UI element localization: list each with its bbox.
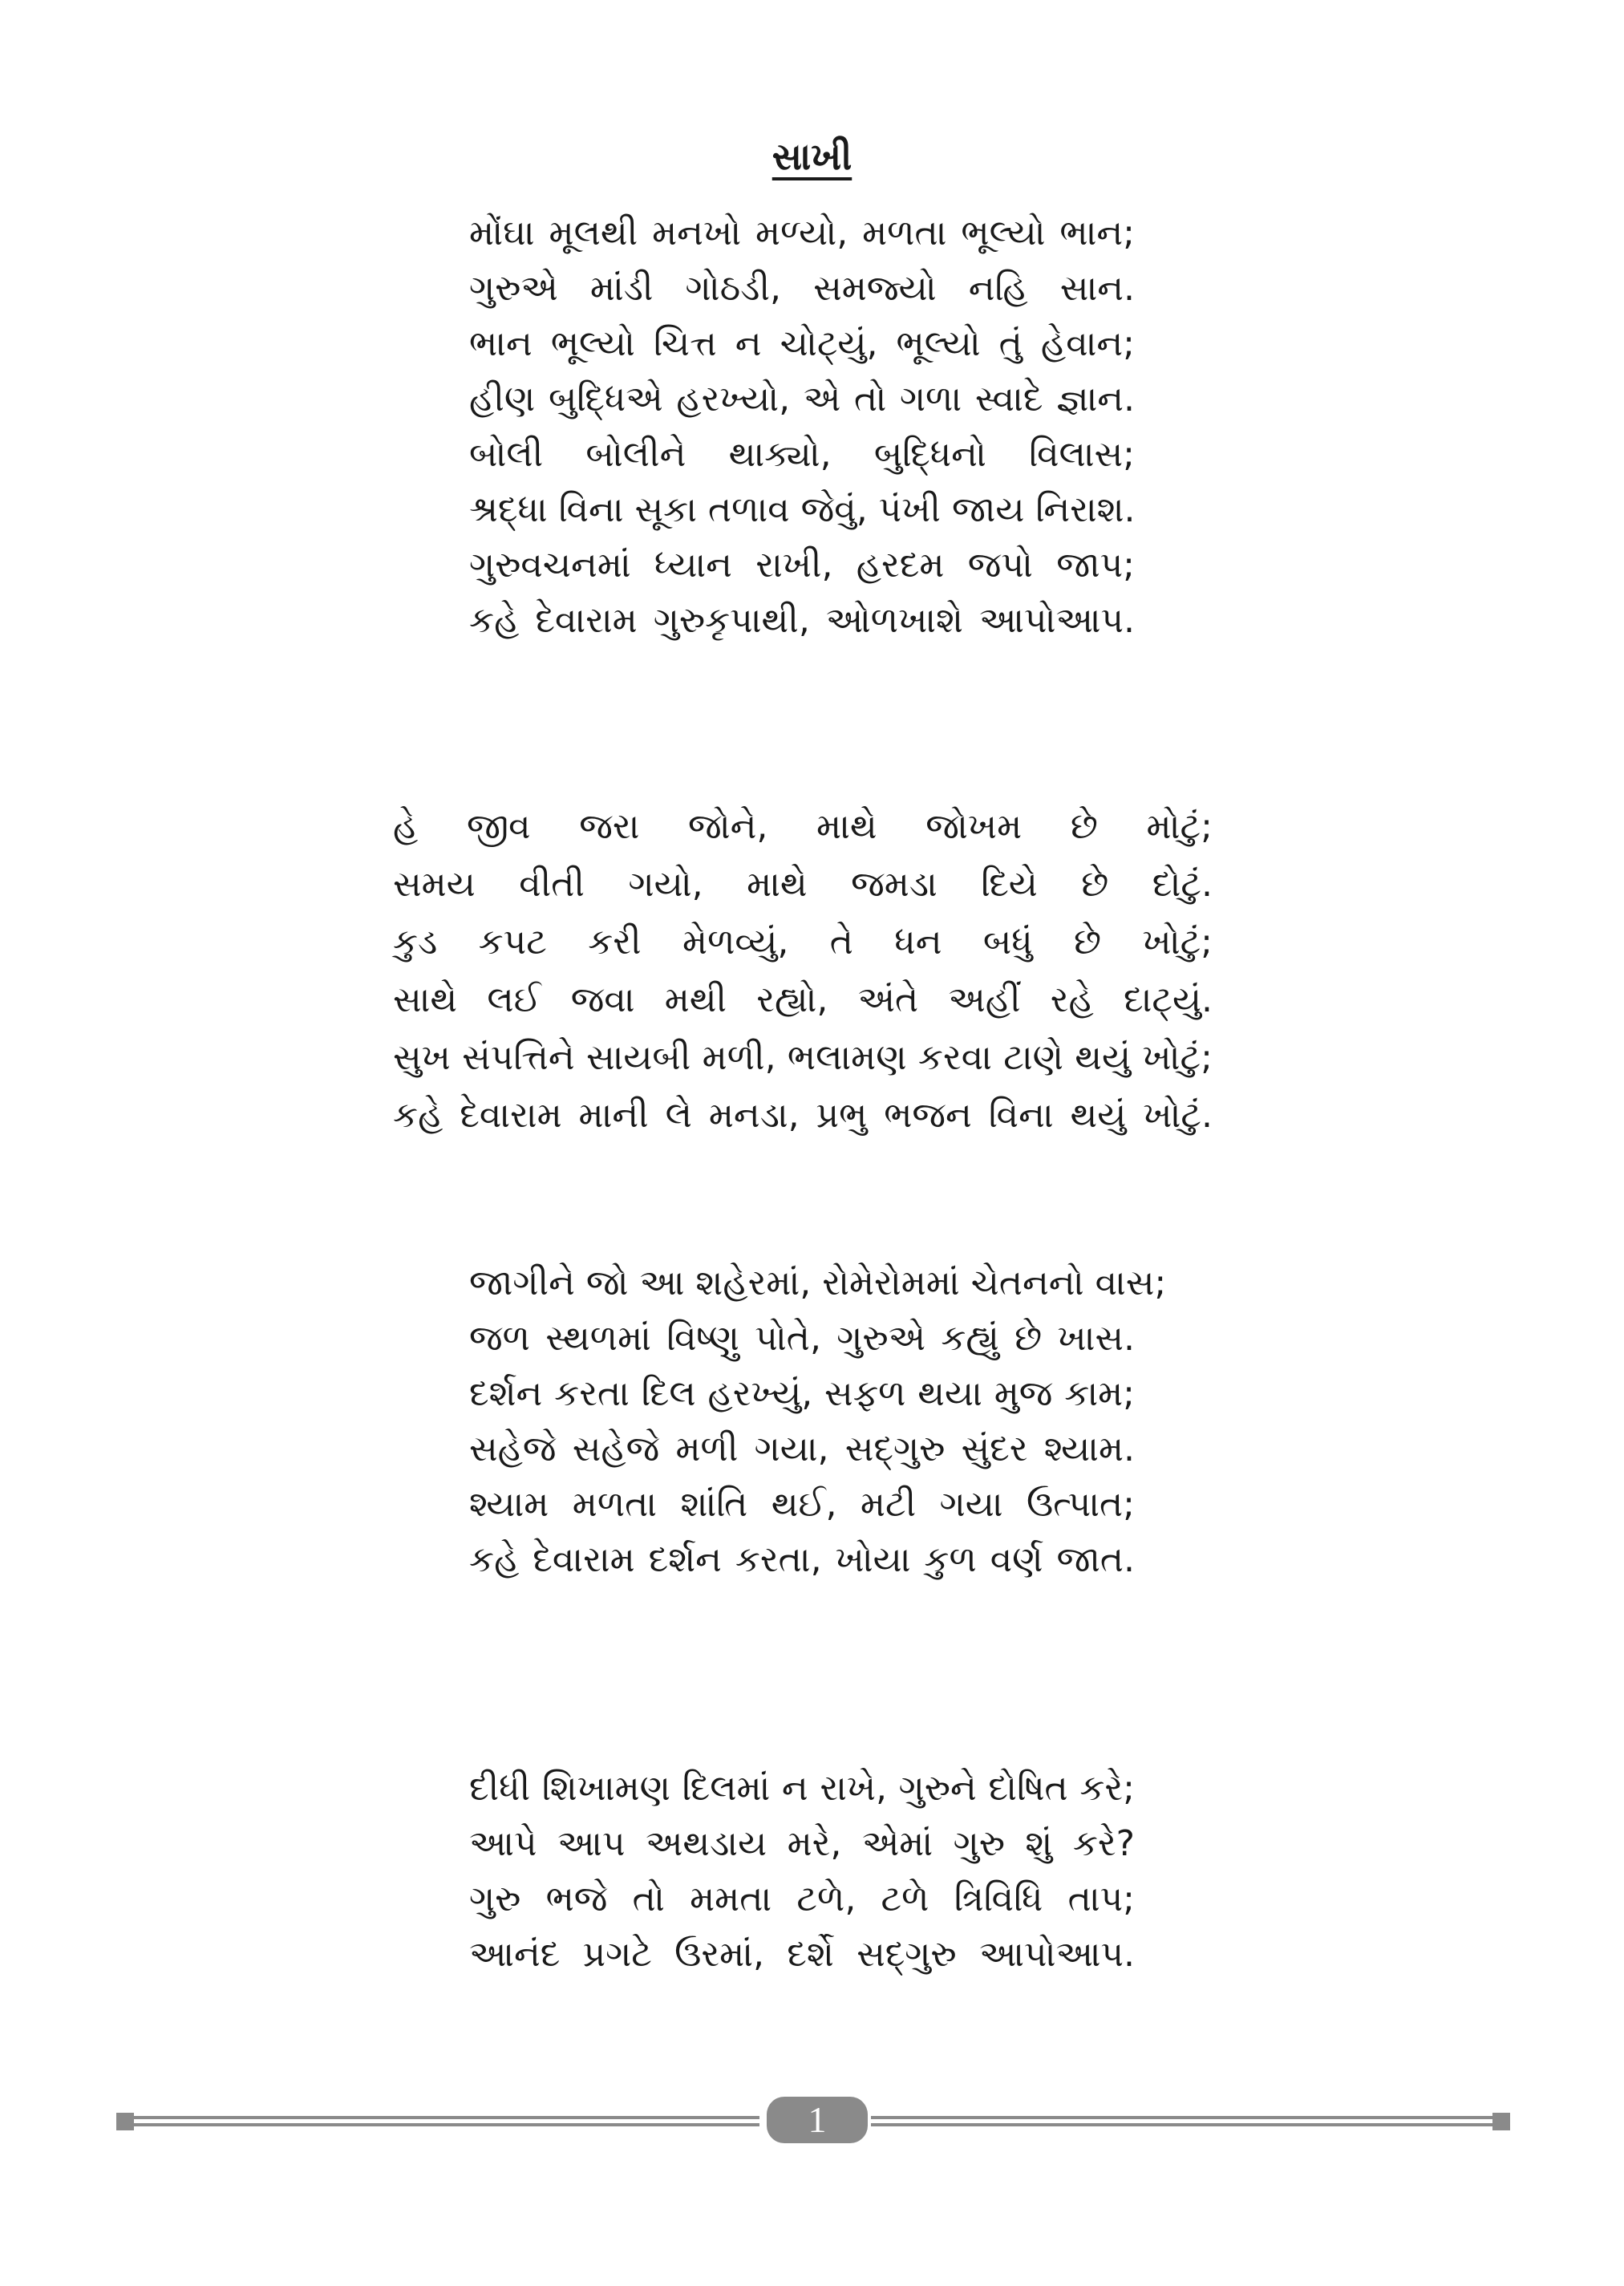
poem-line: હીણ બુદ્ધિએ હરખ્યો, એ તો ગળા સ્વાદે જ્ઞાન. [469,379,1135,420]
stanza-3 [469,1255,1167,1587]
poem-line: બોલી બોલીને થાક્યો, બુદ્ધિનો વિલાસ; [469,434,1135,475]
poem-line: શ્યામ મળતા શાંતિ થઈ, મટી ગયા ઉત્પાત; [469,1484,1135,1525]
footer-rule-left [134,2114,759,2129]
poem-line: આપે આપ અથડાય મરે, એમાં ગુરુ શું કરે? [469,1823,1135,1864]
poem-line: ગુરુવચનમાં ધ્યાન રાખી, હરદમ જપો જાપ; [469,545,1135,586]
poem-line: સાથે લઈ જવા મથી રહ્યો, અંતે અહીં રહે દાટ્યું. [393,979,1213,1020]
poem-line: જળ સ્થળમાં વિષ્ણુ પોતે, ગુરુએ કહ્યું છે ખાસ. [469,1318,1135,1359]
footer-rule-right [871,2114,1492,2129]
poem-line: સમય વીતી ગયો, માથે જમડા દિયે છે દોટું. [393,864,1213,905]
poem-line: હે જીવ જરા જોને, માથે જોખમ છે મોટું; [393,806,1213,847]
poem-line: સહેજે સહેજે મળી ગયા, સદ્‌ગુરુ સુંદર શ્યામ. [469,1429,1135,1469]
poem-line: દીધી શિખામણ દિલમાં ન રાખે, ગુરુને દોષિત કરે; [469,1768,1135,1809]
page-footer [116,2095,1510,2143]
poem-line: ગુરુ ભજે તો મમતા ટળે, ટળે ત્રિવિધિ તાપ; [469,1879,1135,1919]
poem-line: કુડ કપટ કરી મેળવ્યું, તે ધન બધું છે ખોટું; [393,922,1213,963]
page-number: 1 [767,2097,868,2143]
poem-line: સુખ સંપત્તિને સાયબી મળી, ભલામણ કરવા ટાણે થયું ખોટું; [393,1037,1213,1078]
poem-line: કહે દેવારામ ગુરુકૃપાથી, ઓળખાશે આપોઆપ. [469,600,1135,641]
page-title: સાખી [772,135,852,178]
poem-line: શ્રદ્ધા વિના સૂકા તળાવ જેવું, પંખી જાય નિરાશ. [469,489,1136,530]
poem-line: મોંઘા મૂલથી મનખો મળ્યો, મળતા ભૂલ્યો ભાન; [469,213,1135,253]
stanza-1 [469,205,1135,648]
poem-line: ભાન ભૂલ્યો ચિત્ત ન ચોટ્યું, ભૂલ્યો તું હેવાન; [469,323,1135,364]
poem-line: ગુરુએ માંડી ગોઠડી, સમજ્યો નહિ સાન. [469,268,1135,309]
poem-line: કહે દેવારામ દર્શન કરતા, ખોયા કુળ વર્ણ જાત. [469,1539,1135,1580]
stanza-2 [393,798,1213,1145]
poem-line: આનંદ પ્રગટે ઉરમાં, દર્શે સદ્‌ગુરુ આપોઆપ. [469,1934,1135,1975]
poem-line: જાગીને જો આ શહેરમાં, રોમેરોમમાં ચેતનનો વાસ; [469,1263,1167,1303]
footer-end-cap-right [1492,2113,1510,2130]
poem-line: કહે દેવારામ માની લે મનડા, પ્રભુ ભજન વિના થયું ખોટું. [393,1095,1213,1136]
footer-end-cap-left [116,2113,134,2130]
poem-line: દર્શન કરતા દિલ હરખ્યું, સફળ થયા મુજ કામ; [469,1373,1135,1414]
stanza-4 [469,1761,1135,1982]
